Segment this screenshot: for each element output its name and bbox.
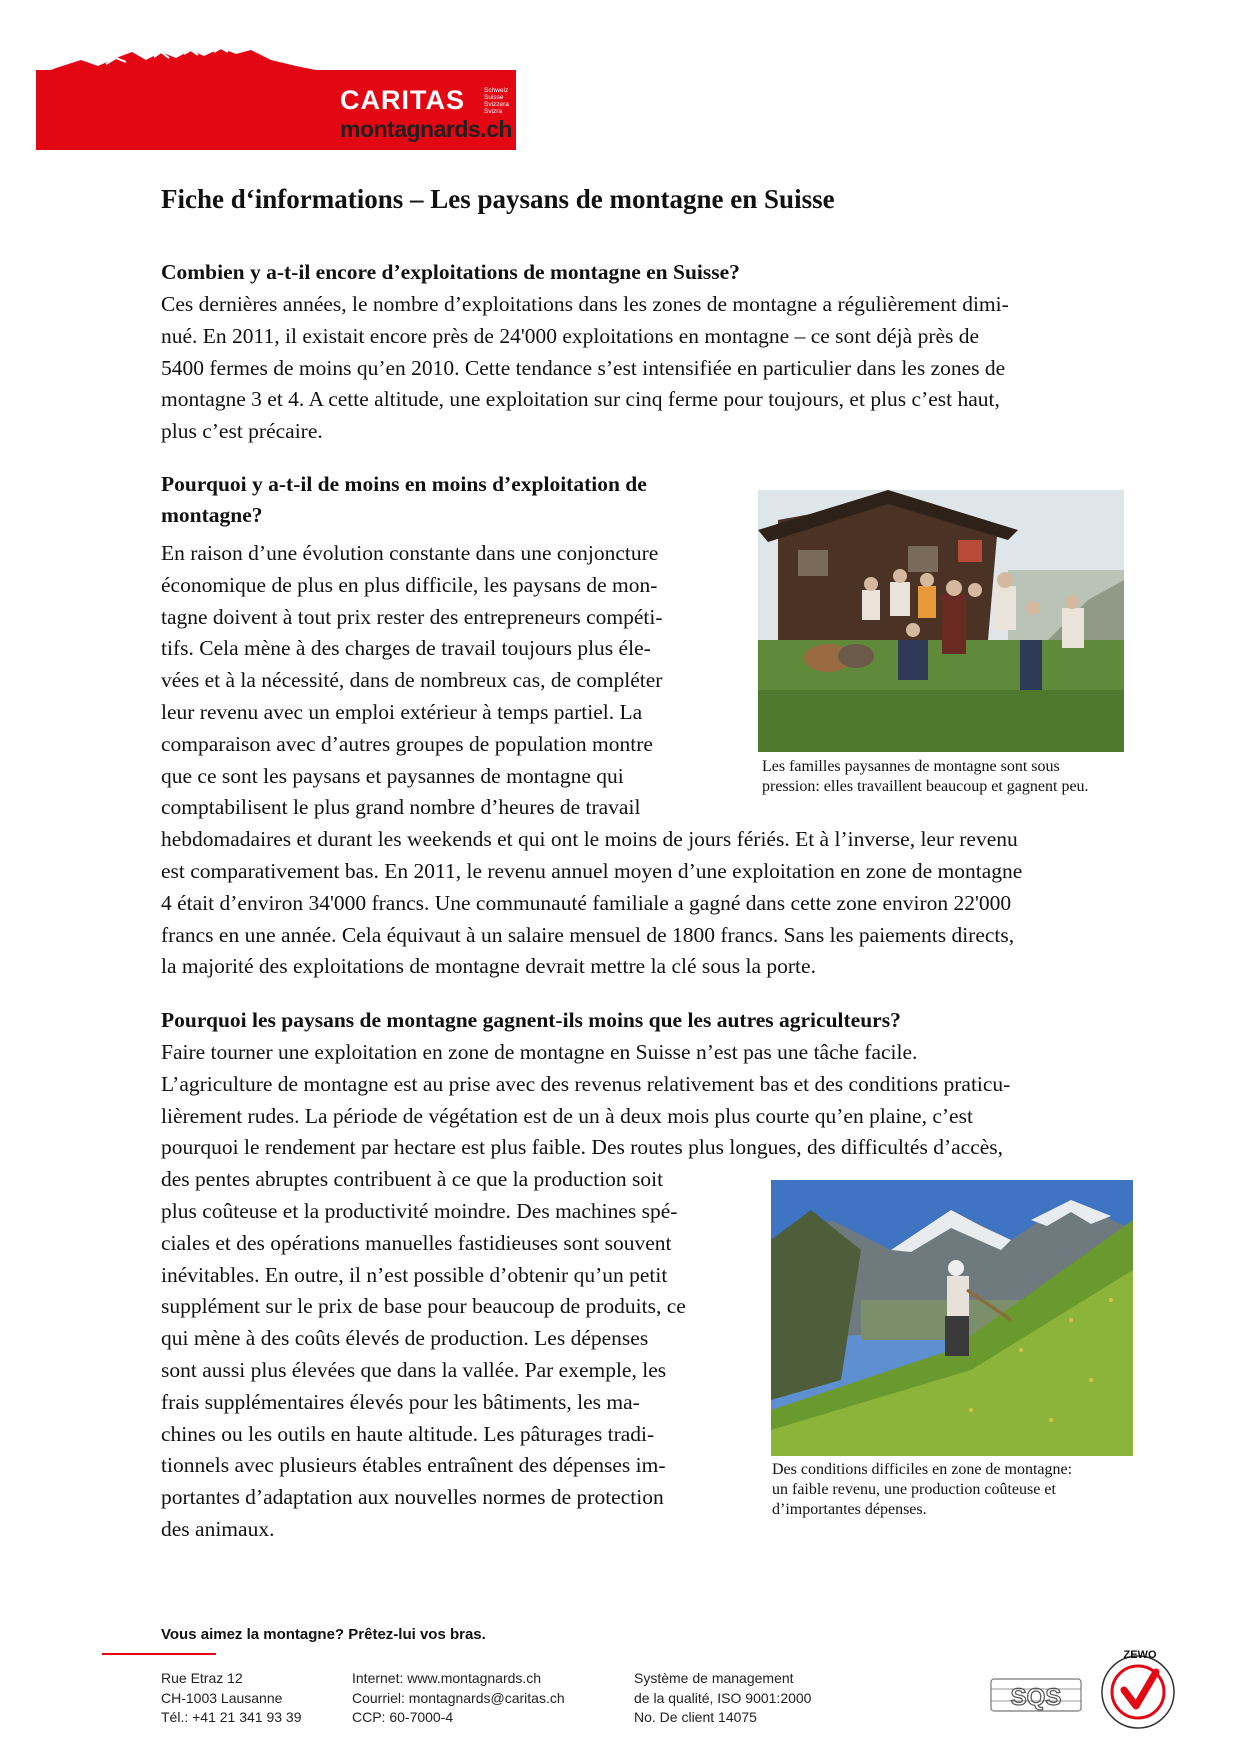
footer-contact: Internet: www.montagnards.ch Courriel: montagnards@caritas.ch CCP: 60-7000-4 (352, 1670, 565, 1725)
family-photo (758, 490, 1124, 752)
family-photo-caption: Les familles paysannes de montagne sont sous pression: elles travaillent beaucoup et gagnent peu. (762, 758, 1089, 795)
section2-heading: Pourquoi y a-t-il de moins en moins d’exploitation de montagne? (161, 472, 647, 527)
sqs-logo (990, 1678, 1082, 1712)
mountain-slope-photo-caption: Des conditions difficiles en zone de montagne: un faible revenu, une production coûteuse et d’importantes dépenses. (772, 1461, 1073, 1518)
section2-body: En raison d’une évolution constante dans une conjoncture économique de plus en plus difficile, les paysans de mon- tagne doivent à tout prix rester des entrepreneurs compéti- tifs. Cela mène à des charges de travail toujours plus éle- vées et à la nécessité, dans de nombreux cas, de compléter leur revenu avec un emploi extérieur à temps partiel. La comparaison avec d’autres groupes de population montre que ce sont les paysans et paysannes de montagne qui comptabilisent le plus grand nombre d’heures de travail hebdomadaires et durant les weekends et qui ont le moins de jours fériés. Et à l’inverse, leur revenu est comparativement bas. En 2011, le revenu annuel moyen d’une exploitation en zone de montagne 4 était d’environ 34'000 francs. Une communauté familiale a gagné dans cette zone environ 22'000 francs en une année. Cela équivaut à un salaire mensuel de 1800 francs. Sans les paiements directs, la majorité des exploitations de montagne devrait mettre la clé sous la porte. (161, 541, 1023, 979)
footer-quality: Système de management de la qualité, ISO 9001:2000 No. De client 14075 (634, 1670, 812, 1725)
svg-text:ZEWO: ZEWO (1123, 1649, 1157, 1661)
footer-divider (102, 1653, 216, 1655)
svg-text:SQS: SQS (1010, 1684, 1062, 1711)
brand-site: montagnards.ch (340, 116, 512, 142)
brand-languages: Schweiz Suisse Svizzera Svizra (484, 87, 509, 115)
section1-heading: Combien y a-t-il encore d’exploitations de montagne en Suisse? (161, 260, 740, 284)
footer-address: Rue Etraz 12 CH-1003 Lausanne Tél.: +41 21 341 93 39 (161, 1670, 302, 1725)
caritas-logo (36, 46, 516, 150)
section1-body: Ces dernières années, le nombre d’exploitations dans les zones de montagne a régulièrement dimi- nué. En 2011, il existait encore près de 24'000 exploitations en montagne – ce sont déjà près de 5400 fermes de moins qu’en 2010. Cette tendance s’est intensifiée en particulier dans les zones de montagne 3 et 4. A cette altitude, une exploitation sur cinq ferme pour toujours, et plus c’est haut, plus c’est précaire. (161, 292, 1009, 444)
footer-slogan: Vous aimez la montagne? Prêtez-lui vos bras. (161, 1626, 486, 1643)
section3-heading: Pourquoi les paysans de montagne gagnent-ils moins que les autres agriculteurs? (161, 1008, 901, 1032)
mountain-slope-photo (771, 1180, 1133, 1456)
brand-name: CARITAS (340, 85, 465, 115)
section3-body: Faire tourner une exploitation en zone de montagne en Suisse n’est pas une tâche facile. L’agriculture de montagne est au prise avec des revenus relativement bas et des conditions praticu- lièrement rudes. La période de végétation est de un à deux mois plus courte qu’en plaine, c’est pourquoi le rendement par hectare est plus faible. Des routes plus longues, des difficultés d’accès, des pentes abruptes contribuent à ce que la production soit plus coûteuse et la productivité moindre. Des machines spé- ciales et des opérations manuelles fastidieuses sont souvent inévitables. En outre, il n’est possible d’obtenir qu’un petit supplément sur le prix de base pour beaucoup de produits, ce qui mène à des coûts élevés de production. Les dépenses sont aussi plus élevées que dans la vallée. Par exemple, les frais supplémentaires élevés pour les bâtiments, les ma- chines ou les outils en haute altitude. Les pâturages tradi- tionnels avec plusieurs étables entraînent des dépenses im- portantes d’adaptation aux nouvelles normes de protection des animaux. (161, 1040, 1011, 1541)
zewo-seal (1094, 1646, 1182, 1734)
page-title: Fiche d‘informations – Les paysans de montagne en Suisse (161, 184, 835, 214)
